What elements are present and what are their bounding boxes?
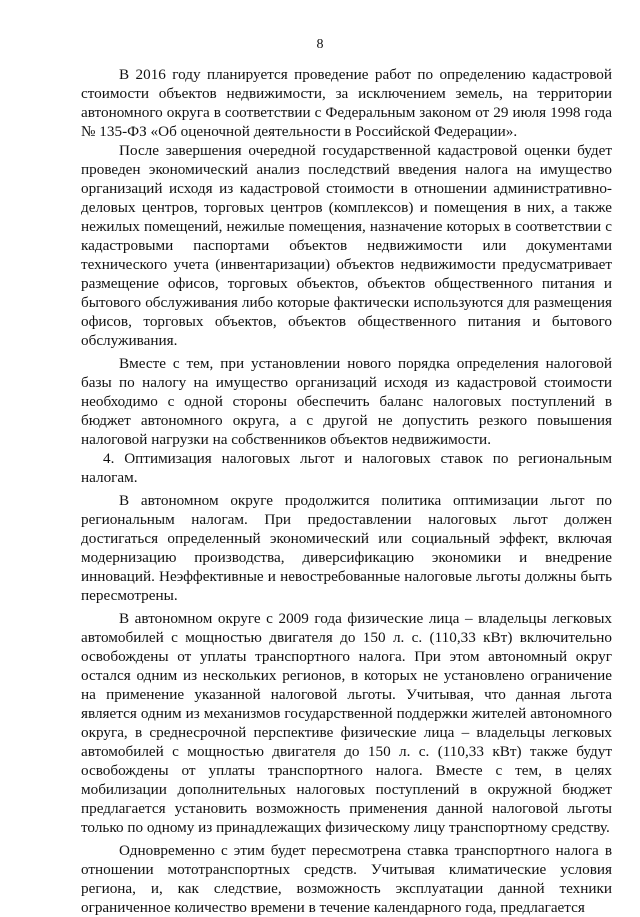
document-body [81,65,612,917]
paragraph-economic-analysis: После завершения очередной государственной кадастровой оценки будет проведен экономический анализ последствий введения налога на имущество организаций исходя из кадастровой стоимости в отношении административно-деловых центров, торговых центров (комплексов) и помещения в них, а также нежилых помещений, нежилые помещения, назначение которых в соответствии с кадастровыми паспортами объектов недвижимости или документами технического учета (инвентаризации) объектов недвижимости предусматривает размещение офисов, торговых объектов, объектов общественного питания и бытового обслуживания либо которые фактически используются для размещения офисов, торговых объектов, объектов общественного питания и бытового обслуживания. [81,142,612,349]
paragraph-transport-tax-exemption: В автономном округе с 2009 года физические лица – владельцы легковых автомобилей с мощностью двигателя до 150 л. с. (110,33 кВт) включительно освобождены от уплаты транспортного налога. При этом автономный округ остался одним из нескольких регионов, в которых не установлено ограничение на применение указанной налоговой льготы. Учитывая, что данная льгота является одним из механизмов государственной поддержки жителей автономного округа, в среднесрочной перспективе физические лица – владельцы легковых автомобилей с мощностью двигателя до 150 л. с. (110,33 кВт) также будут освобождены от уплаты транспортного налога. Вместе с тем, в целях мобилизации дополнительных налоговых поступлений в окружной бюджет предлагается установить возможность применения данной налоговой льготы только по одному из принадлежащих физическому лицу транспортному средству. [81,610,612,836]
paragraph-cadastral-valuation-2016: В 2016 году планируется проведение работ по определению кадастровой стоимости объектов недвижимости, за исключением земель, на территории автономного округа в соответствии с Федеральным законом от 29 июля 1998 года № 135-ФЗ «Об оценочной деятельности в Российской Федерации». [81,66,612,140]
paragraph-benefits-optimization: В автономном округе продолжится политика оптимизации льгот по региональным налогам. При предоставлении налоговых льгот должен достигаться определенный экономический или социальный эффект, включая модернизацию производства, диверсификацию экономики и внедрение инноваций. Неэффективные и невостребованные налоговые льготы должны быть пересмотрены. [81,492,612,604]
section-heading-tax-benefits: 4. Оптимизация налоговых льгот и налоговых ставок по региональным налогам. [81,450,612,486]
paragraph-motorcycle-tax-rate: Одновременно с этим будет пересмотрена ставка транспортного налога в отношении мототранспортных средств. Учитывая климатические условия региона, и, как следствие, возможность эксплуатации данной техники ограниченное количество времени в течение календарного года, предлагается [81,842,612,916]
page-number: 8 [316,37,324,52]
paragraph-tax-base-balance: Вместе с тем, при установлении нового порядка определения налоговой базы по налогу на имущество организаций исходя из кадастровой стоимости необходимо с одной стороны обеспечить баланс налоговых поступлений в бюджет автономного округа, а с другой не допустить резкого повышения налоговой нагрузки на собственников объектов недвижимости. [81,355,612,448]
